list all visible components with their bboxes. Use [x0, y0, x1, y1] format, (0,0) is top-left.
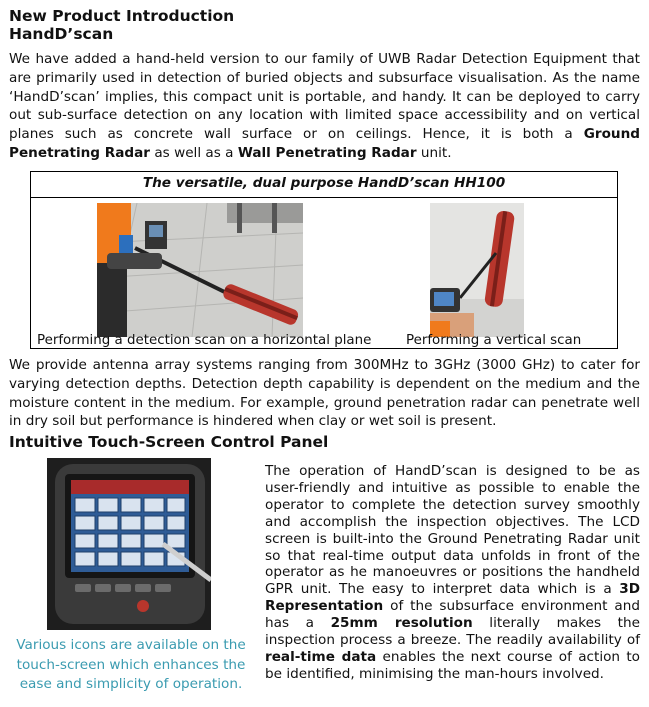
intro-text-b: as well as a [150, 144, 238, 161]
horizontal-scan-photo [97, 203, 303, 337]
intro-bold-gpr: Ground Penetrating Radar [9, 126, 640, 161]
touch-bold-3d: 3D Representation [265, 581, 640, 615]
depth-paragraph-text: We provide antenna array systems ranging from 300MHz to 3GHz (3000 GHz) to cater for varying detection depths. Detection depth capability is dependent on the medium and the moisture content in the medium. For example, ground penetration radar can penetrate well in dry soil but performance is hindered when clay or wet soil is present. [9, 357, 640, 430]
figure-caption: The versatile, dual purpose HandD’scan HH100 [31, 172, 617, 198]
touch-screen-photo-caption: Various icons are available on the touch-screen which enhances the ease and simplicity of operation. [16, 637, 246, 692]
horizontal-scan-caption: Performing a detection scan on a horizontal plane [37, 333, 372, 348]
product-name-heading: HandD’scan [9, 25, 114, 43]
vertical-scan-illustration [430, 203, 524, 337]
touch-text-c: literally makes the inspection process a breeze. The readily availability of [265, 615, 640, 649]
touch-text-a: The operation of HandD’scan is designed to be as user-friendly and intuitive as possible to enable the operator to complete the detection survey smoothly and accomplish the inspection objectives. The LCD screen is built-into the Ground Penetrating Radar unit so that real-time output data unfolds in front of the operator as he manoeuvres or positions the handheld GPR unit. The easy to interpret data which is a [265, 463, 640, 598]
touch-text-d: enables the next course of action to be identified, minimising the man-hours involved. [265, 648, 640, 682]
intro-paragraph [9, 50, 640, 163]
touch-text-b: of the subsurface environment and has a [265, 598, 640, 632]
touch-screen-heading: Intuitive Touch-Screen Control Panel [9, 433, 329, 451]
depth-paragraph [9, 356, 640, 431]
intro-text-c: unit. [416, 144, 452, 161]
touch-screen-photo [47, 458, 211, 630]
touch-bold-resolution: 25mm resolution [330, 615, 473, 632]
touch-screen-paragraph [265, 463, 640, 683]
vertical-scan-caption: Performing a vertical scan [406, 333, 582, 348]
touch-bold-realtime: real-time data [265, 648, 377, 665]
vertical-scan-photo [430, 203, 524, 337]
intro-bold-wpr: Wall Penetrating Radar [237, 144, 417, 161]
intro-text-a: We have added a hand-held version to our family of UWB Radar Detection Equipment that are primarily used in detection of buried objects and subsurface visualisation. As the name ‘HandD’scan’ implies, this compact unit is portable, and handy. It can be deployed to carry out sub-surface detection on any location with limited space accessibility and on vertical planes such as concrete wall surface or on ceilings. Hence, it is both a [9, 51, 640, 143]
page-title: New Product Introduction [9, 7, 235, 25]
touch-screen-illustration [47, 458, 211, 630]
figure-box [30, 171, 618, 349]
horizontal-scan-illustration [97, 203, 303, 337]
